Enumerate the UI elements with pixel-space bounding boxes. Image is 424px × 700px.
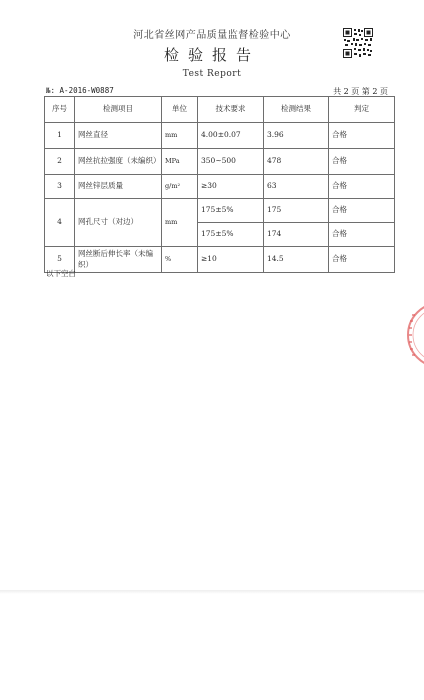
cell-result: 63 [264,175,329,199]
qr-code-icon [343,28,373,58]
cell-unit: mm [162,123,198,149]
cell-unit: MPa [162,149,198,175]
table-row [45,247,395,273]
table-header-row [45,97,395,123]
report-title-en: Test Report [182,69,242,79]
cell-result: 175 [264,199,329,223]
results-table [44,96,395,273]
sheet-edge [0,590,424,594]
cell-item: 网丝锌层质量 [75,175,162,199]
cell-unit: % [162,247,198,273]
header-result: 检测结果 [264,97,329,123]
table-row [45,149,395,175]
cell-judgement: 合格 [329,123,395,149]
table-row [45,123,395,149]
table-row [45,199,395,223]
cell-item: 网孔尺寸（对边） [75,199,162,247]
cell-unit: g/m² [162,175,198,199]
page-info: 共 2 页 第 2 页 [333,87,388,96]
cell-seq: 1 [45,123,75,149]
cell-seq: 2 [45,149,75,175]
report-number: №: A-2016-W0887 [46,86,114,95]
cell-result: 3.96 [264,123,329,149]
cell-seq: 3 [45,175,75,199]
cell-judgement: 合格 [329,223,395,247]
cell-tech: ≥10 [198,247,264,273]
cell-judgement: 合格 [329,247,395,273]
header-unit: 单位 [162,97,198,123]
cell-tech: 175±5% [198,199,264,223]
cell-tech: 4.00±0.07 [198,123,264,149]
blank-below-note: 以下空白 [46,269,76,278]
report-title-cn: 检验报告 [163,46,260,64]
cell-judgement: 合格 [329,199,395,223]
cell-result: 174 [264,223,329,247]
cell-item: 网丝断后伸长率（未编织） [75,247,162,273]
cell-judgement: 合格 [329,175,395,199]
table-row [45,175,395,199]
header-item: 检测项目 [75,97,162,123]
cell-judgement: 合格 [329,149,395,175]
header-seq: 序号 [45,97,75,123]
cell-seq: 5 [45,247,75,273]
official-seal-stamp [400,300,424,370]
header-tech: 技术要求 [198,97,264,123]
cell-tech: 350~500 [198,149,264,175]
cell-tech: 175±5% [198,223,264,247]
cell-result: 478 [264,149,329,175]
cell-seq: 4 [45,199,75,247]
cell-tech: ≥30 [198,175,264,199]
cell-item: 网丝直径 [75,123,162,149]
header-judgement: 判定 [329,97,395,123]
organization-name: 河北省丝网产品质量监督检验中心 [133,30,291,41]
cell-item: 网丝抗拉强度（未编织） [75,149,162,175]
cell-unit: mm [162,199,198,247]
cell-result: 14.5 [264,247,329,273]
